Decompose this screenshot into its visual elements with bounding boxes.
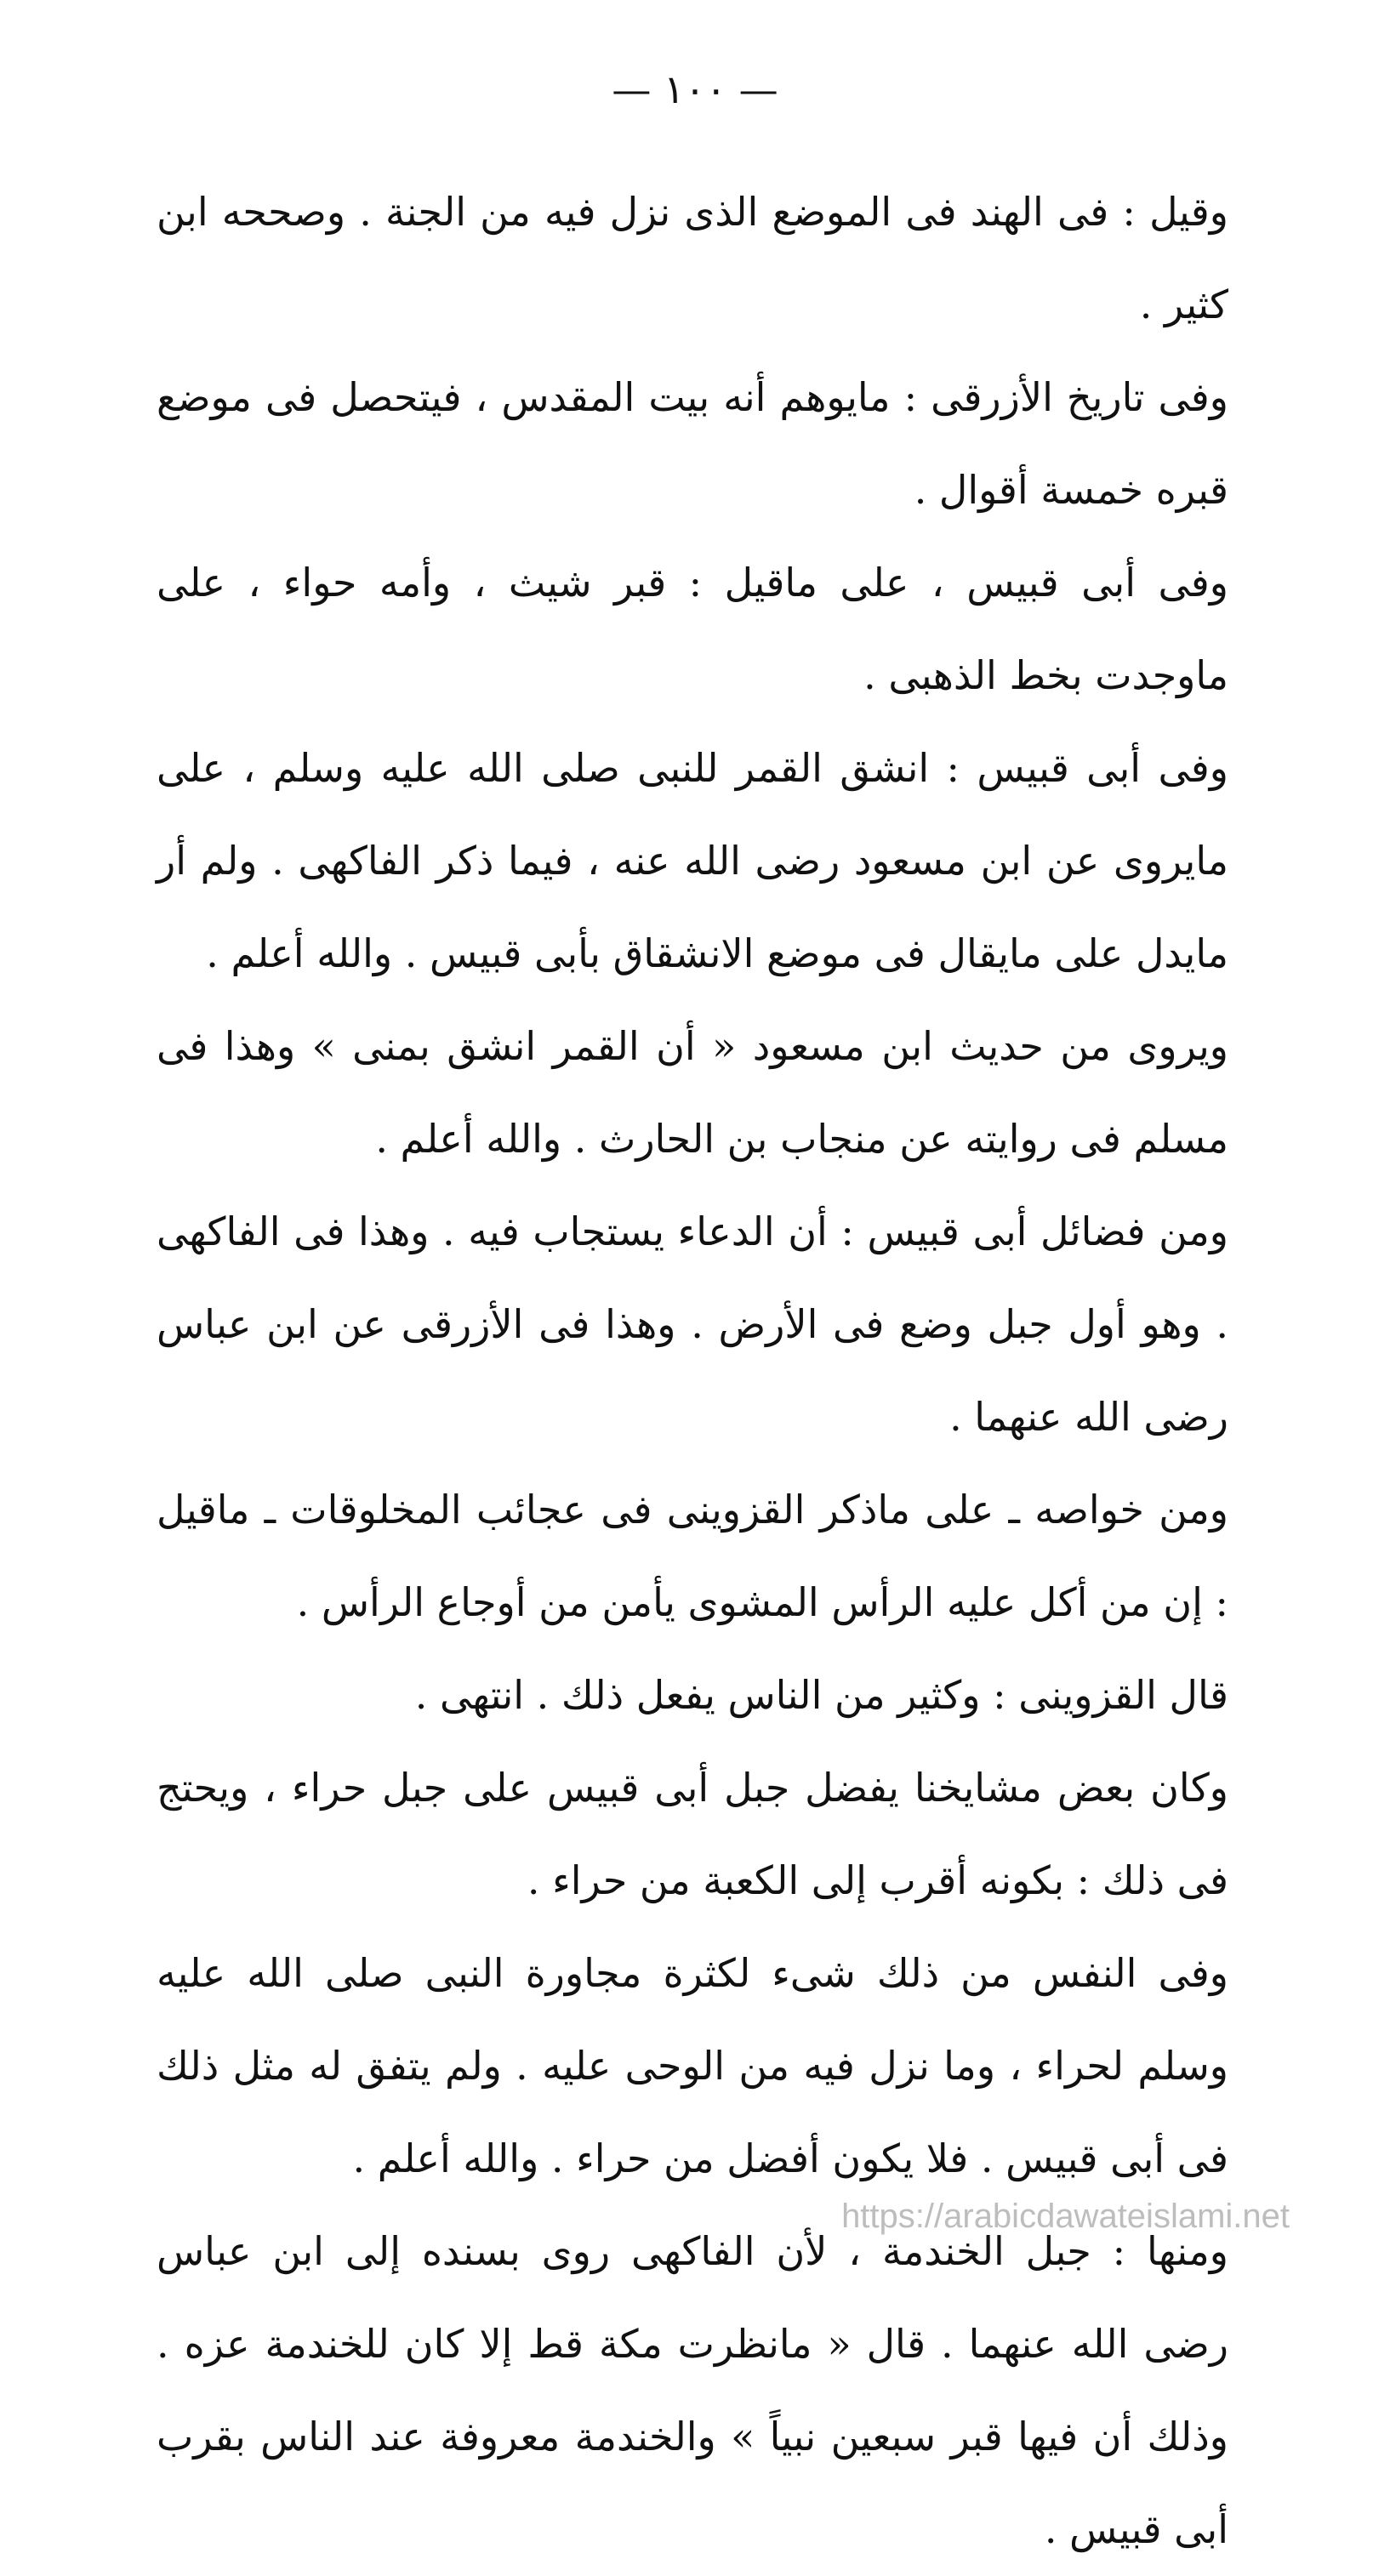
paragraph-7: ومن خواصه ـ على ماذكر القزوينى فى عجائب المخلوقات ـ ماقيل : إن من أكل عليه الرأس المشوى يأمن من أوجاع الرأس . [157,1487,1228,1625]
paragraph-2: وفى تاريخ الأزرقى : مايوهم أنه بيت المقدس ، فيتحصل فى موضع قبره خمسة أقوال . [157,374,1228,513]
paragraph-3: وفى أبى قبيس ، على ماقيل : قبر شيث ، وأمه حواء ، على ماوجدت بخط الذهبى . [157,560,1228,698]
paragraph-10: وفى النفس من ذلك شىء لكثرة مجاورة النبى صلى الله عليه وسلم لحراء ، وما نزل فيه من الوحى عليه . ولم يتفق له مثل ذلك فى أبى قبيس . فلا يكون أفضل من حراء . والله أعلم . [157,1950,1228,2181]
paragraph-1: وقيل : فى الهند فى الموضع الذى نزل فيه من الجنة . وصححه ابن كثير . [157,189,1228,327]
page-number: — ١٠٠ — [612,66,778,112]
watermark-url: https://arabicdawateislami.net [841,2198,1290,2235]
paragraph-4: وفى أبى قبيس : انشق القمر للنبى صلى الله عليه وسلم ، على مايروى عن ابن مسعود رضى الله عنه ، فيما ذكر الفاكهى . ولم أر مايدل على مايقال فى موضع الانشقاق بأبى قبيس . والله أعلم . [157,745,1228,976]
paragraph-5: ويروى من حديث ابن مسعود « أن القمر انشق بمنى » وهذا فى مسلم فى روايته عن منجاب بن الحارث . والله أعلم . [157,1023,1228,1162]
paragraph-11: ومنها : جبل الخندمة ، لأن الفاكهى روى بسنده إلى ابن عباس رضى الله عنهما . قال « مانظرت مكة قط إلا كان للخندمة عزه . وذلك أن فيها قبر سبعين نبياً » والخندمة معروفة عند الناس بقرب أبى قبيس . [157,2228,1228,2552]
paragraph-9: وكان بعض مشايخنا يفضل جبل أبى قبيس على جبل حراء ، ويحتج فى ذلك : بكونه أقرب إلى الكعبة من حراء . [157,1765,1228,1903]
paragraph-8: قال القزوينى : وكثير من الناس يفعل ذلك . انتهى . [414,1672,1228,1718]
paragraph-6: ومن فضائل أبى قبيس : أن الدعاء يستجاب فيه . وهذا فى الفاكهى . وهو أول جبل وضع فى الأرض . وهذا فى الأزرقى عن ابن عباس رضى الله عنهما . [157,1208,1228,1440]
